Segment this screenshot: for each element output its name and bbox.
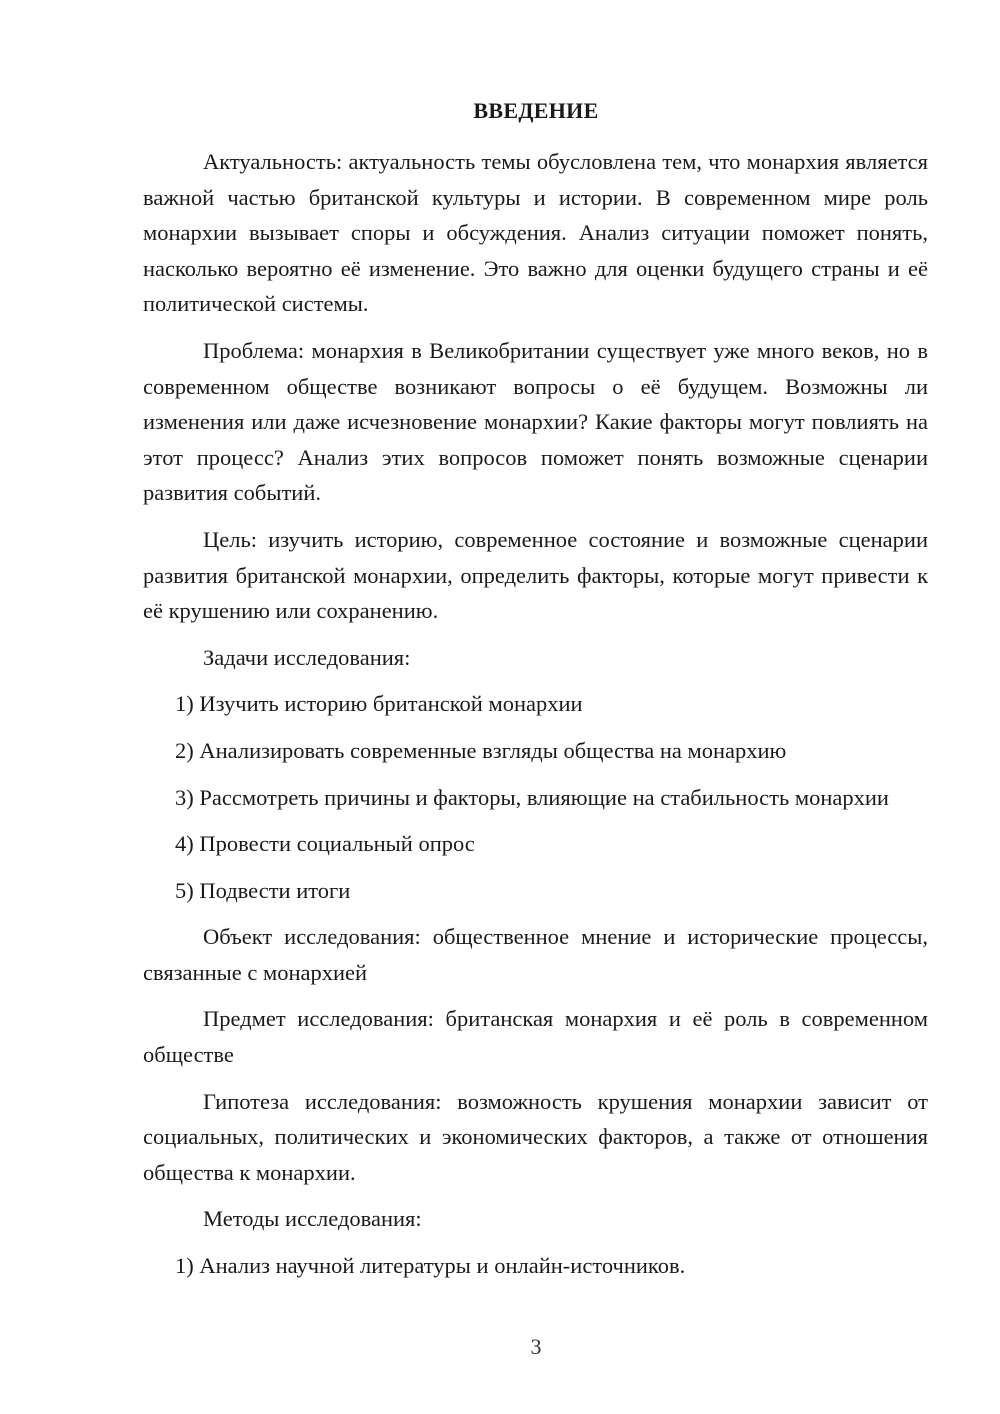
goal-paragraph: Цель: изучить историю, современное состояние и возможные сценарии развития британской монархии, определить факторы, которые могут привести к её крушению или сохранению. <box>143 526 928 624</box>
task-item-4: 4) Провести социальный опрос <box>175 831 475 857</box>
task-item-1: 1) Изучить историю британской монархии <box>175 691 583 717</box>
problem-paragraph: Проблема: монархия в Великобритании существует уже много веков, но в современном обществе возникают вопросы о её будущем. Возможны ли изменения или даже исчезновение монархии? Какие факторы могут повлиять на этот процесс? Анализ этих вопросов поможет понять возможные сценарии развития событий. <box>143 337 928 506</box>
task-item-5: 5) Подвести итоги <box>175 877 351 903</box>
task-item-2: 2) Анализировать современные взгляды общества на монархию <box>175 737 787 763</box>
section-heading: ВВЕДЕНИЕ <box>473 98 599 123</box>
tasks-title: Задачи исследования: <box>203 644 411 670</box>
document-body <box>143 144 928 1284</box>
methods-title: Методы исследования: <box>203 1206 422 1232</box>
relevance-paragraph: Актуальность: актуальность темы обусловлена тем, что монархия является важной частью британской культуры и истории. В современном мире роль монархии вызывает споры и обсуждения. Анализ ситуации поможет понять, насколько вероятно её изменение. Это важно для оценки будущего страны и её политической системы. <box>143 149 928 317</box>
object-paragraph: Объект исследования: общественное мнение и исторические процессы, связанные с монархией <box>143 924 928 985</box>
hypothesis-paragraph: Гипотеза исследования: возможность крушения монархии зависит от социальных, политических и экономических факторов, а также от отношения общества к монархии. <box>143 1088 928 1185</box>
page-number: 3 <box>530 1334 542 1359</box>
subject-paragraph: Предмет исследования: британская монархия и её роль в современном обществе <box>143 1006 928 1068</box>
method-item-1: 1) Анализ научной литературы и онлайн-источников. <box>175 1253 686 1279</box>
task-item-3: 3) Рассмотреть причины и факторы, влияющие на стабильность монархии <box>175 784 889 810</box>
